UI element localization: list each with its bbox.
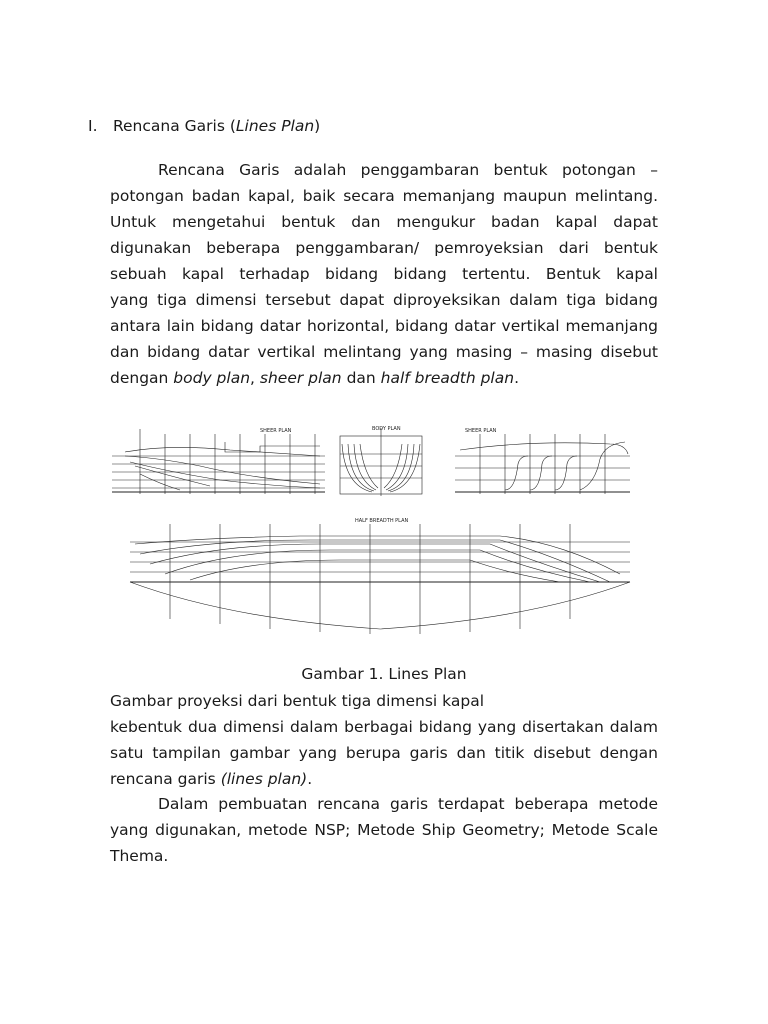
paragraph-2 <box>110 688 658 792</box>
p1-line-last: dengan body plan, sheer plan dan half breadth plan. <box>110 369 519 387</box>
p3-line: Dalam pembuatan rencana garis terdapat beberapa metode <box>158 795 658 813</box>
lines-plan-figure <box>110 414 650 640</box>
p1-line: Rencana Garis adalah penggambaran bentuk potongan – <box>158 161 658 179</box>
p1-line: antara lain bidang datar horizontal, bidang datar vertikal memanjang <box>110 317 658 335</box>
p1-line: dan bidang datar vertikal melintang yang masing – masing disebut <box>110 343 658 361</box>
p1-line: digunakan beberapa penggambaran/ pemroyeksian dari bentuk <box>110 239 658 257</box>
section-heading <box>88 117 320 135</box>
body-plan <box>340 428 422 496</box>
sheer-plan-label-2: SHEER PLAN <box>465 428 497 434</box>
body-plan-label: BODY PLAN <box>372 426 401 432</box>
sheer-plan-label: SHEER PLAN <box>260 428 292 434</box>
section-title: Rencana Garis ( <box>112 117 236 135</box>
paragraph-3 <box>110 791 658 869</box>
p3-line-last: Thema. <box>110 847 169 865</box>
p1-line: sebuah kapal terhadap bidang bidang tertentu. Bentuk kapal <box>110 265 658 283</box>
half-breadth-plan <box>130 524 630 634</box>
sheer-plan-left <box>112 429 325 494</box>
sheer-plan-right <box>455 434 630 494</box>
p2-line-1: Gambar proyeksi dari bentuk tiga dimensi kapal <box>110 692 485 710</box>
section-title-end: ) <box>314 117 321 135</box>
p2-line: satu tampilan gambar yang berupa garis dan titik disebut dengan <box>110 744 658 762</box>
p3-line: yang digunakan, metode NSP; Metode Ship Geometry; Metode Scale <box>110 821 658 839</box>
p1-line: potongan badan kapal, baik secara memanjang maupun melintang. <box>110 187 658 205</box>
p1-line: Untuk mengetahui bentuk dan mengukur badan kapal dapat <box>110 213 658 231</box>
half-breadth-label: HALF BREADTH PLAN <box>355 518 409 524</box>
section-number: I. <box>88 117 98 135</box>
p1-line: yang tiga dimensi tersebut dapat diproyeksikan dalam tiga bidang <box>110 291 658 309</box>
p2-line: kebentuk dua dimensi dalam berbagai bidang yang disertakan dalam <box>110 718 658 736</box>
section-title-italic: Lines Plan <box>235 117 315 135</box>
paragraph-1 <box>110 157 658 391</box>
p2-line-last: rencana garis (lines plan). <box>110 770 313 788</box>
figure-caption: Gambar 1. Lines Plan <box>301 665 467 683</box>
